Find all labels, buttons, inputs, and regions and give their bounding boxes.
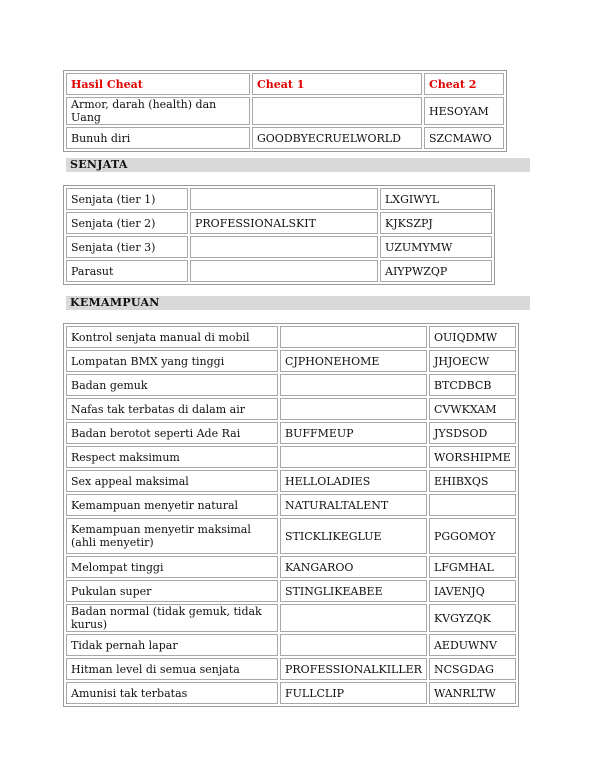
cell-cheat-2: KJKSZPJ [380,212,492,234]
cell-effect: Hitman level di semua senjata [66,658,278,680]
cell-cheat-2: BTCDBCB [429,374,516,396]
cell-cheat-2: UZUMYMW [380,236,492,258]
cell-cheat-1: PROFESSIONALSKIT [190,212,378,234]
cell-effect: Bunuh diri [66,127,250,149]
cell-effect: Senjata (tier 3) [66,236,188,258]
cell-cheat-1 [280,604,427,632]
cell-effect: Kontrol senjata manual di mobil [66,326,278,348]
table-row [66,212,492,234]
table-row [66,97,504,125]
cell-effect: Tidak pernah lapar [66,634,278,656]
cell-cheat-1: NATURALTALENT [280,494,427,516]
cell-cheat-2 [429,494,516,516]
table-row [66,682,516,704]
section-heading-senjata: SENJATA [66,158,530,172]
cell-cheat-1 [280,634,427,656]
cell-cheat-2: JHJOECW [429,350,516,372]
cell-cheat-1 [190,188,378,210]
cell-effect: Respect maksimum [66,446,278,468]
cell-effect: Amunisi tak terbatas [66,682,278,704]
table-row [66,634,516,656]
section-heading-kemampuan: KEMAMPUAN [66,296,530,310]
cell-effect: Nafas tak terbatas di dalam air [66,398,278,420]
table-row [66,470,516,492]
cell-cheat-2: WORSHIPME [429,446,516,468]
cell-cheat-2: KVGYZQK [429,604,516,632]
cell-cheat-2: AIYPWZQP [380,260,492,282]
cell-effect: Pukulan super [66,580,278,602]
table-row [66,422,516,444]
table-row [66,518,516,554]
cell-cheat-1 [280,374,427,396]
cell-cheat-2: EHIBXQS [429,470,516,492]
cell-cheat-1: BUFFMEUP [280,422,427,444]
cell-effect: Armor, darah (health) dan Uang [66,97,250,125]
cell-effect: Badan berotot seperti Ade Rai [66,422,278,444]
cell-effect: Kemampuan menyetir maksimal (ahli menyetir) [66,518,278,554]
table-row [66,398,516,420]
cell-cheat-1 [190,236,378,258]
table-row [66,326,516,348]
cell-cheat-2: HESOYAM [424,97,504,125]
header-cheat-1: Cheat 1 [252,73,422,95]
cell-cheat-1 [280,326,427,348]
table-row [66,494,516,516]
table-row [66,236,492,258]
table-row [66,260,492,282]
cell-cheat-1: KANGAROO [280,556,427,578]
cell-cheat-2: PGGOMOY [429,518,516,554]
cell-cheat-1: HELLOLADIES [280,470,427,492]
cheat-table-senjata [63,185,495,285]
cell-cheat-2: LFGMHAL [429,556,516,578]
cell-cheat-2: CVWKXAM [429,398,516,420]
cell-cheat-1: STINGLIKEABEE [280,580,427,602]
cheat-table-kemampuan [63,323,519,707]
cell-effect: Badan normal (tidak gemuk, tidak kurus) [66,604,278,632]
table-row [66,127,504,149]
table-row [66,580,516,602]
table-row [66,604,516,632]
table-row [66,556,516,578]
table-row [66,188,492,210]
header-hasil-cheat: Hasil Cheat [66,73,250,95]
cell-cheat-2: JYSDSOD [429,422,516,444]
cell-cheat-2: AEDUWNV [429,634,516,656]
cell-cheat-1: CJPHONEHOME [280,350,427,372]
cell-cheat-1 [252,97,422,125]
cell-effect: Lompatan BMX yang tinggi [66,350,278,372]
cell-cheat-1 [280,446,427,468]
table-row [66,374,516,396]
cheat-table-general [63,70,507,152]
cell-effect: Parasut [66,260,188,282]
table-row [66,350,516,372]
cell-cheat-2: IAVENJQ [429,580,516,602]
cell-cheat-1 [190,260,378,282]
cell-cheat-1: FULLCLIP [280,682,427,704]
cell-effect: Senjata (tier 2) [66,212,188,234]
cell-cheat-2: SZCMAWO [424,127,504,149]
cell-effect: Sex appeal maksimal [66,470,278,492]
cell-cheat-2: WANRLTW [429,682,516,704]
cell-effect: Kemampuan menyetir natural [66,494,278,516]
header-cheat-2: Cheat 2 [424,73,504,95]
table-header-row [66,73,504,95]
cell-effect: Badan gemuk [66,374,278,396]
cell-effect: Melompat tinggi [66,556,278,578]
cell-cheat-2: NCSGDAG [429,658,516,680]
table-row [66,658,516,680]
cell-cheat-2: LXGIWYL [380,188,492,210]
cell-effect: Senjata (tier 1) [66,188,188,210]
cell-cheat-1: GOODBYECRUELWORLD [252,127,422,149]
cell-cheat-2: OUIQDMW [429,326,516,348]
cell-cheat-1: STICKLIKEGLUE [280,518,427,554]
cell-cheat-1 [280,398,427,420]
cell-cheat-1: PROFESSIONALKILLER [280,658,427,680]
table-row [66,446,516,468]
